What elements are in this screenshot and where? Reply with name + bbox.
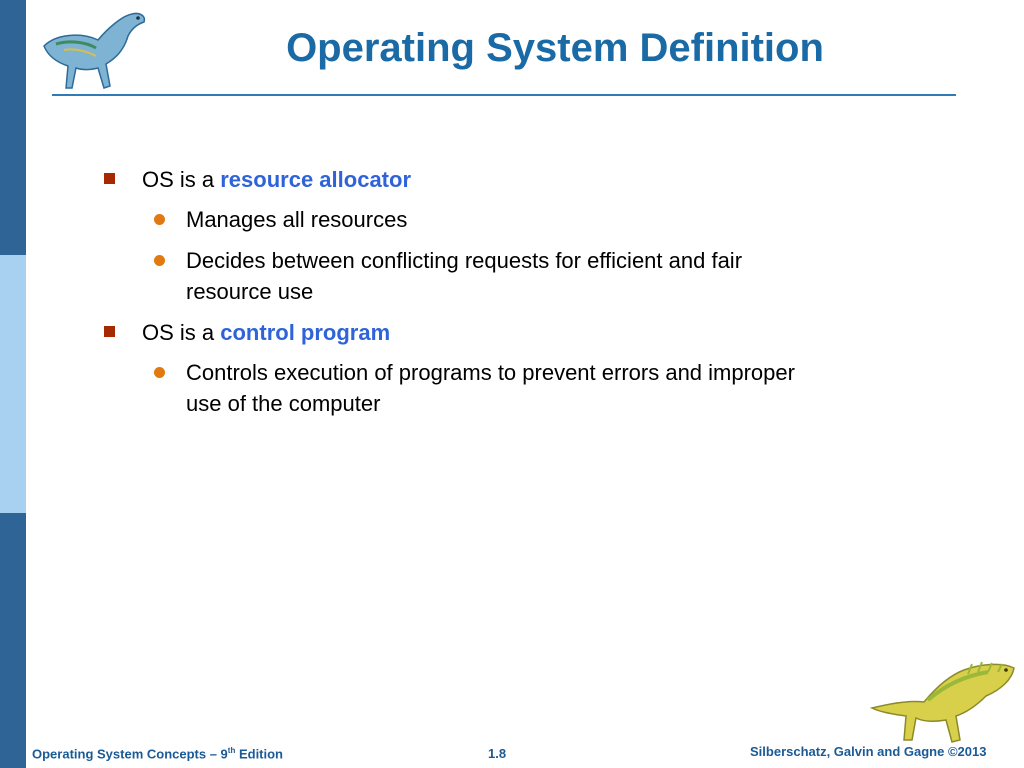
left-sidebar-highlight <box>0 255 26 513</box>
sub-bullet-manages <box>104 204 824 235</box>
round-bullet-icon <box>154 214 165 225</box>
bullet-prefix: OS is a <box>142 320 221 345</box>
dinosaur-illustration-icon <box>868 660 1018 750</box>
footer-page-number: 1.8 <box>488 746 507 761</box>
sub-bullet-text: Manages all resources <box>186 207 408 232</box>
round-bullet-icon <box>154 367 165 378</box>
sub-bullet-decides <box>104 245 824 307</box>
bullet-prefix: OS is a <box>142 167 221 192</box>
square-bullet-icon <box>104 173 115 184</box>
bullet-resource-allocator <box>104 164 824 195</box>
round-bullet-icon <box>154 255 165 266</box>
slide-title: Operating System Definition <box>286 26 824 70</box>
footer-authors: Silberschatz, Galvin and Gagne ©2013 <box>750 744 987 759</box>
bullet-highlight: control program <box>220 320 391 345</box>
sub-bullet-text: Decides between conflicting requests for efficient and fair resource use <box>186 248 743 304</box>
dinosaur-logo-icon <box>36 6 158 96</box>
title-divider <box>52 94 956 96</box>
bullet-highlight: resource allocator <box>220 167 411 192</box>
sub-bullet-text: Controls execution of programs to prevent errors and improper use of the computer <box>186 360 795 416</box>
footer-book-title: Operating System Concepts – 9th Edition <box>32 746 284 762</box>
bullet-control-program <box>104 317 824 348</box>
sub-bullet-controls <box>104 357 824 419</box>
square-bullet-icon <box>104 326 115 337</box>
slide-body <box>104 164 824 429</box>
